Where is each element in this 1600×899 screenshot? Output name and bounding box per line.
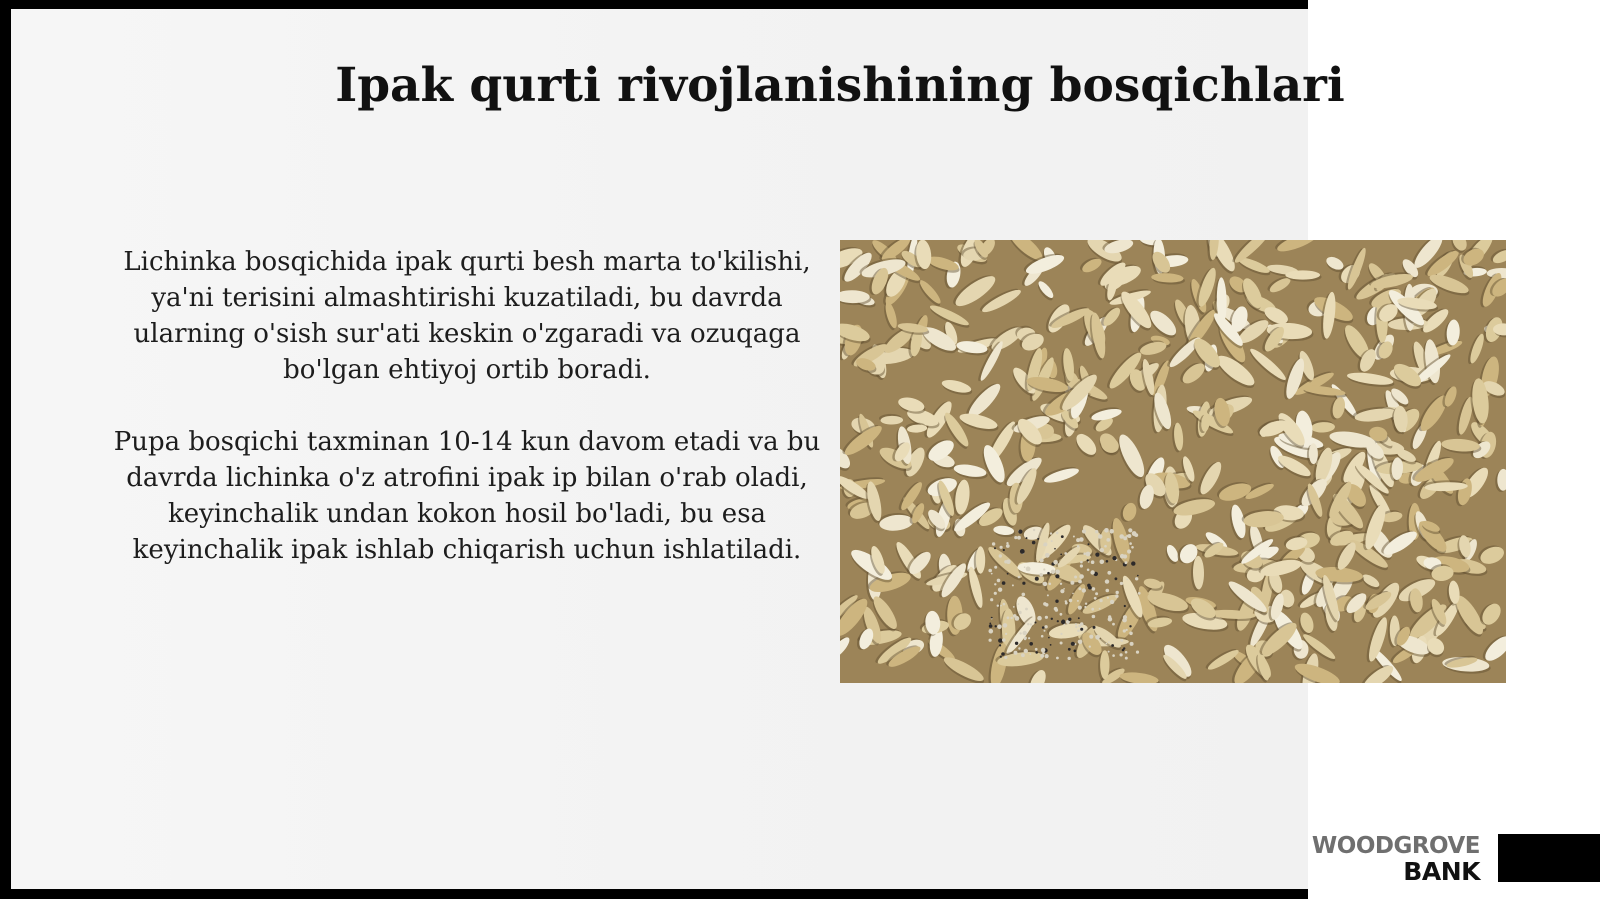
slide-title: Ipak qurti rivojlanishining bosqichlari — [335, 58, 1345, 113]
silkworm-pupae-photo — [840, 240, 1506, 683]
pupae-image-illustration — [840, 240, 1506, 683]
paragraph-larva-stage: Lichinka bosqichida ipak qurti besh marta to'kilishi, ya'ni terisini almashtirishi kuzatiladi, bu davrda ularning o'sish sur'ati keskin o'zgaradi va ozuqaga bo'lgan ehtiyoj ortib boradi. — [123, 247, 811, 385]
logo-line-woodgrove: WOODGROVE — [1311, 833, 1480, 859]
body-text — [108, 244, 826, 568]
logo-line-bank: BANK — [1403, 857, 1480, 886]
corner-black-block — [1498, 834, 1600, 882]
woodgrove-bank-logo — [1310, 834, 1480, 884]
paragraph-pupa-stage: Pupa bosqichi taxminan 10-14 kun davom etadi va bu davrda lichinka o'z atrofini ipak ip bilan o'rab oladi, keyinchalik undan kokon hosil bo'ladi, bu esa keyinchalik ipak ishlab chiqarish uchun ishlatiladi. — [113, 427, 821, 565]
